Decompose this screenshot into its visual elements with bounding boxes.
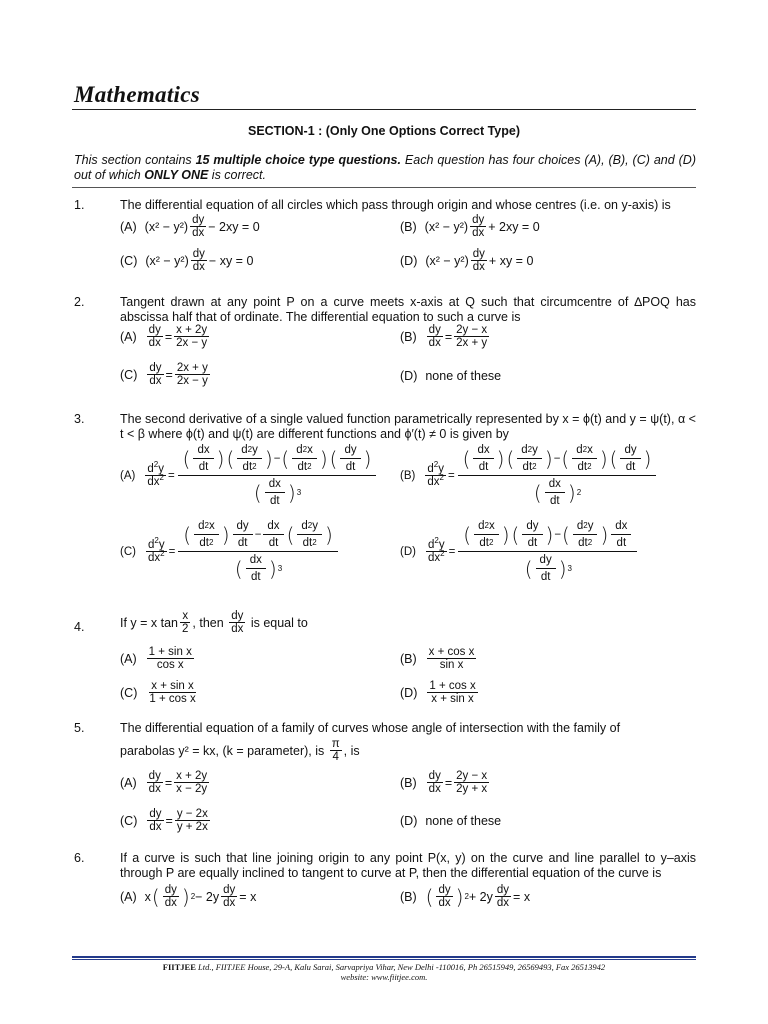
- option-b: (B) $\frac{dy}{dx}$ = $\frac{2y - x}{2x + y}$: [400, 324, 488, 349]
- brand-name: FIITJEE: [162, 962, 196, 972]
- footer-website: website: www.fiitjee.com.: [340, 972, 428, 982]
- question-number: 6.: [74, 851, 85, 865]
- subject-title: Mathematics: [74, 82, 200, 107]
- footer-rule-thin: [72, 959, 696, 960]
- instructions-rule: [72, 187, 696, 188]
- option-a: (A) $\frac{dy}{dx}$ = $\frac{x + 2y}{x - 2y}$: [120, 770, 208, 795]
- question-text-cont: parabolas y² = kx, (k = parameter), is $\frac{\pi}{4}$ , is: [120, 738, 360, 763]
- question-text: Tangent drawn at any point P on a curve meets x-axis at Q such that circumcentre of ∆POQ has abscissa half that of ordinate. The differential equation to such a curve is: [120, 295, 696, 324]
- header-rule: [72, 109, 696, 110]
- option-b: (B) $\frac{\text{x + cos x}}{\text{sin x}}$: [400, 646, 475, 671]
- option-d: (D) (x² − y²) $\frac{dy}{dx}$ + xy = 0: [400, 248, 534, 273]
- question-text: The second derivative of a single valued function parametrically represented by x = ϕ(t) and y = ψ(t), α < t < β where ϕ(t) and ψ(t) are different functions and ϕ′(t) ≠ 0 is given by: [120, 412, 696, 441]
- question-number: 5.: [74, 721, 85, 735]
- option-c: (C) (x² − y²) $\frac{dy}{dx}$ − xy = 0: [120, 248, 254, 273]
- option-c: (C) $\frac{d^2y}{dx^2}$ = ( d 2 x dt 2 ) $\frac{dy}{dt}$ − $\frac{dx}{dt}$ ( d 2 y dt 2 ) ( $\frac{dx}{dt}$ ) 3: [120, 520, 338, 583]
- option-a: (A) x ( $\frac{dy}{dx}$ ) 2 − 2y $\frac{dy}{dx}$ = x: [120, 884, 257, 909]
- option-d: (D) $\frac{d^2y}{dx^2}$ = ( d 2 x dt 2 ) ( $\frac{dy}{dt}$ ) − ( d 2 y dt 2 ) $\frac{dx}{dt}$ ( $\frac{dy}{dt}$ ) 3: [400, 520, 637, 583]
- option-b: (B) $\frac{dy}{dx}$ = $\frac{2y - x}{2y + x}$: [400, 770, 488, 795]
- option-a: (A) $\frac{d^2y}{dx^2}$ = ( $\frac{dx}{dt}$ ) ( d 2 y dt 2 ) − ( d 2 x dt 2 ) ( $\frac{dy}{dt}$ ) ( $\frac{dx}{dt}$ ) 3: [120, 444, 376, 507]
- section-instructions: This section contains 15 multiple choice type questions. Each question has four choices (A), (B), (C) and (D) out of which ONLY ONE is correct.: [74, 153, 696, 182]
- option-a: (A) $\frac{dy}{dx}$ = $\frac{x + 2y}{2x - y}$: [120, 324, 208, 349]
- question-number: 3.: [74, 412, 85, 426]
- option-b: (B) (x² − y²) $\frac{dy}{dx}$ + 2xy = 0: [400, 214, 540, 239]
- option-b: (B) $\frac{d^2y}{dx^2}$ = ( $\frac{dx}{dt}$ ) ( d 2 y dt 2 ) − ( d 2 x dt 2 ) ( $\frac{dy}{dt}$ ) ( $\frac{dx}{dt}$ ) 2: [400, 444, 656, 507]
- question-number: 2.: [74, 295, 85, 309]
- option-a: (A) (x² − y²) $\frac{dy}{dx}$ − 2xy = 0: [120, 214, 260, 239]
- option-b: (B) ( $\frac{dy}{dx}$ ) 2 + 2y $\frac{dy}{dx}$ = x: [400, 884, 531, 909]
- option-d: (D) none of these: [400, 369, 502, 383]
- option-c: (C) $\frac{\text{x + sin x}}{\text{1 + cos x}}$: [120, 680, 196, 705]
- question-text: If a curve is such that line joining origin to any point P(x, y) on the curve and line parallel to y–axis through P are equally inclined to tangent to curve at P, then the differential equation of the curve is: [120, 851, 696, 880]
- option-d: (D) $\frac{\text{1 + cos x}}{\text{x + sin x}}$: [400, 680, 476, 705]
- option-c: (C) $\frac{dy}{dx}$ = $\frac{2x + y}{2x - y}$: [120, 362, 208, 387]
- question-number: 1.: [74, 198, 85, 212]
- section-title: SECTION-1 : (Only One Options Correct Type): [247, 124, 520, 138]
- question-number: 4.: [74, 620, 85, 634]
- question-text: The differential equation of all circles which pass through origin and whose centres (i.e. on y-axis) is: [120, 198, 671, 212]
- question-text: If y = x tan $\frac{x}{2}$ , then $\frac{dy}{dx}$ is equal to: [120, 610, 308, 635]
- question-text: The differential equation of a family of curves whose angle of intersection with the family of: [120, 721, 621, 735]
- footer-rule: [72, 956, 696, 958]
- option-c: (C) $\frac{dy}{dx}$ = $\frac{y - 2x}{y + 2x}$: [120, 808, 208, 833]
- option-d: (D) none of these: [400, 814, 502, 828]
- footer: FIITJEE Ltd., FIITJEE House, 29-A, Kalu Sarai, Sarvapriya Vihar, New Delhi -110016, Ph 26515949, 26569493, Fax 26513942 website: www.fiitjee.com.: [0, 962, 768, 982]
- option-a: (A) $\frac{\text{1 + sin x}}{\text{cos x}}$: [120, 646, 192, 671]
